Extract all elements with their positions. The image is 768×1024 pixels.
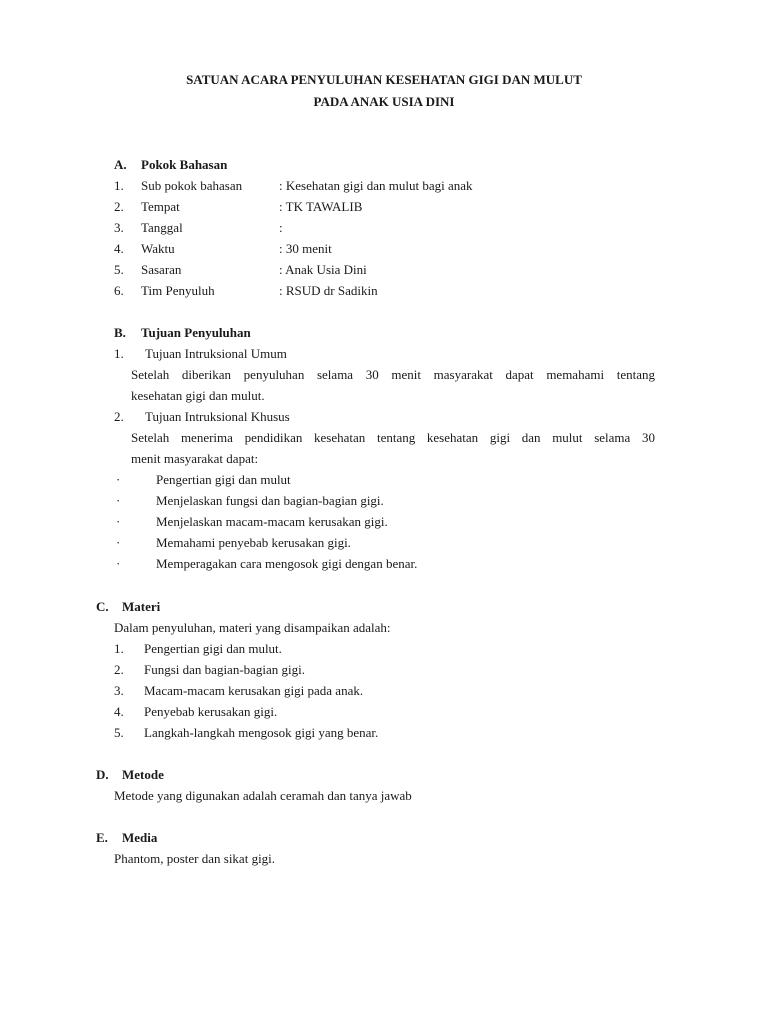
- section-d-heading: Metode: [122, 767, 164, 782]
- materi-item: Langkah-langkah mengosok gigi yang benar.: [144, 725, 379, 740]
- row-label: Waktu: [141, 241, 175, 256]
- row-label: Sub pokok bahasan: [141, 178, 243, 193]
- row-label: Tempat: [141, 199, 180, 214]
- materi-num: 4.: [114, 704, 124, 719]
- bullet-marker: ·: [116, 493, 121, 508]
- row-num: 6.: [114, 283, 124, 298]
- row-num: 1.: [114, 178, 124, 193]
- bullet-item: Menjelaskan fungsi dan bagian-bagian gigi.: [156, 493, 384, 508]
- bullet-item: Pengertian gigi dan mulut: [156, 472, 291, 487]
- row-num: 5.: [114, 262, 124, 277]
- objective-2-title: Tujuan Intruksional Khusus: [145, 409, 290, 424]
- bullet-item: Menjelaskan macam-macam kerusakan gigi.: [156, 514, 388, 529]
- row-num: 3.: [114, 220, 124, 235]
- bullet-marker: ·: [116, 535, 121, 550]
- section-e-text: Phantom, poster dan sikat gigi.: [114, 851, 276, 866]
- row-num: 4.: [114, 241, 124, 256]
- materi-num: 1.: [114, 641, 124, 656]
- section-c-letter: C.: [96, 599, 109, 614]
- materi-num: 5.: [114, 725, 124, 740]
- objective-1-text-line-2: kesehatan gigi dan mulut.: [131, 388, 265, 403]
- section-d-text: Metode yang digunakan adalah ceramah dan tanya jawab: [114, 788, 412, 803]
- objective-2-text-line-2: menit masyarakat dapat:: [131, 451, 259, 466]
- row-label: Tim Penyuluh: [141, 283, 215, 298]
- section-b-letter: B.: [114, 325, 126, 340]
- bullet-marker: ·: [116, 514, 121, 529]
- section-b-heading: Tujuan Penyuluhan: [141, 325, 251, 340]
- section-a-heading: Pokok Bahasan: [141, 157, 228, 172]
- materi-item: Penyebab kerusakan gigi.: [144, 704, 278, 719]
- row-value: :: [279, 220, 283, 235]
- row-label: Sasaran: [141, 262, 182, 277]
- section-e-letter: E.: [96, 830, 108, 845]
- materi-num: 2.: [114, 662, 124, 677]
- bullet-marker: ·: [116, 556, 121, 571]
- row-value: : Kesehatan gigi dan mulut bagi anak: [279, 178, 473, 193]
- doc-title-line-2: PADA ANAK USIA DINI: [313, 94, 455, 109]
- bullet-marker: ·: [116, 472, 121, 487]
- bullet-item: Memperagakan cara mengosok gigi dengan benar.: [156, 556, 418, 571]
- row-label: Tanggal: [141, 220, 183, 235]
- objective-1-title: Tujuan Intruksional Umum: [145, 346, 287, 361]
- objective-1-num: 1.: [114, 346, 124, 361]
- materi-item: Pengertian gigi dan mulut.: [144, 641, 282, 656]
- row-value: : Anak Usia Dini: [279, 262, 367, 277]
- row-value: : 30 menit: [279, 241, 332, 256]
- doc-title-line-1: SATUAN ACARA PENYULUHAN KESEHATAN GIGI DAN MULUT: [186, 72, 582, 87]
- row-value: : RSUD dr Sadikin: [279, 283, 378, 298]
- materi-item: Macam-macam kerusakan gigi pada anak.: [144, 683, 364, 698]
- objective-2-text-line-1: Setelah menerima pendidikan kesehatan tentang kesehatan gigi dan mulut selama 30: [131, 430, 655, 445]
- objective-1-text-line-1: Setelah diberikan penyuluhan selama 30 menit masyarakat dapat memahami tentang: [131, 367, 655, 382]
- section-c-intro: Dalam penyuluhan, materi yang disampaikan adalah:: [114, 620, 391, 635]
- row-num: 2.: [114, 199, 124, 214]
- bullet-item: Memahami penyebab kerusakan gigi.: [156, 535, 351, 550]
- section-c-heading: Materi: [122, 599, 161, 614]
- section-d-letter: D.: [96, 767, 109, 782]
- materi-num: 3.: [114, 683, 124, 698]
- materi-item: Fungsi dan bagian-bagian gigi.: [144, 662, 306, 677]
- row-value: : TK TAWALIB: [279, 199, 363, 214]
- objective-2-num: 2.: [114, 409, 124, 424]
- section-a-letter: A.: [114, 157, 127, 172]
- section-e-heading: Media: [122, 830, 158, 845]
